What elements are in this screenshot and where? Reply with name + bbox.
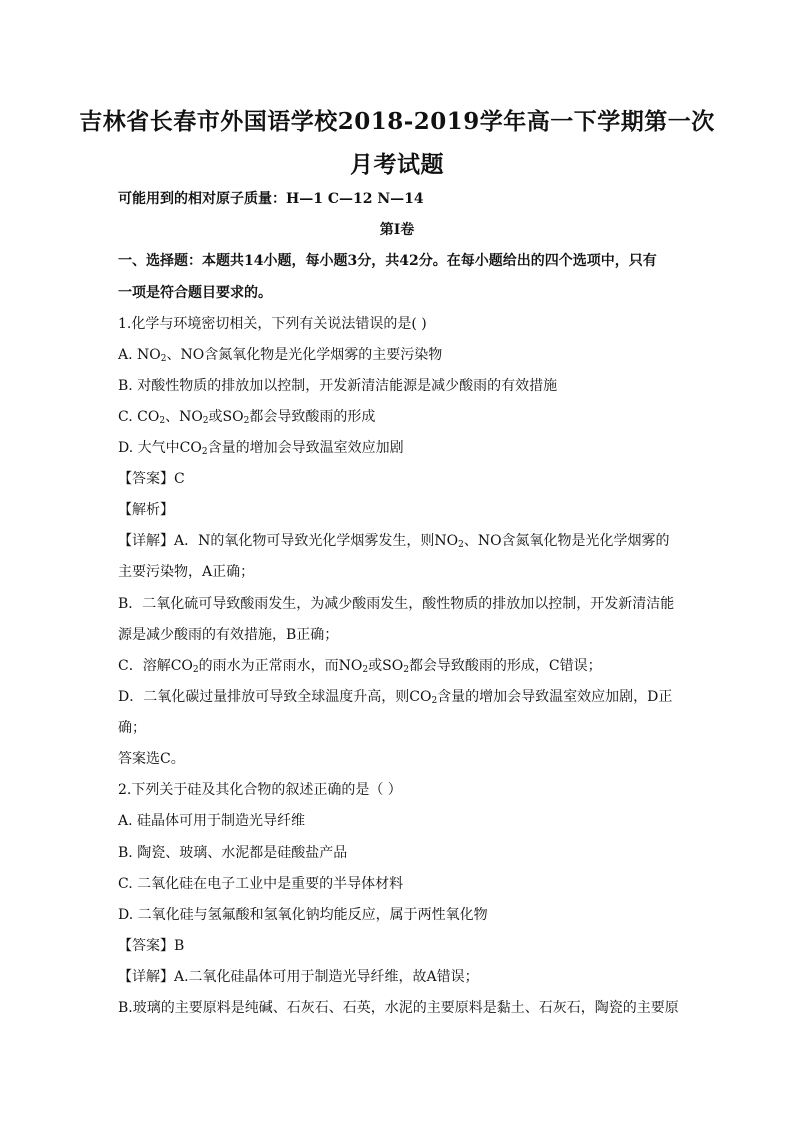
option-label: C. — [118, 409, 133, 425]
q1-analysis-label: 【解析】 — [118, 502, 174, 518]
section-title: 第Ⅰ卷 — [379, 222, 415, 238]
q1-option-d: D. 大气中$CO_2$含量的增加会导致温室效应加剧 — [118, 440, 404, 457]
q2-detail-1: 【详解】A.二氧化硅晶体可用于制造光导纤维，故A错误； — [118, 969, 479, 985]
option-label: A. — [118, 347, 133, 363]
formula: $SO_2$ — [382, 658, 409, 675]
q1-option-c: C. $CO_2$、$NO_2$或$SO_2$都会导致酸雨的形成 — [118, 409, 376, 426]
q1-detail-3: C．溶解$CO_2$的雨水为正常雨水，而$NO_2$或$SO_2$都会导致酸雨的形成，C错误； — [118, 658, 602, 675]
formula: $NO_2$ — [434, 533, 464, 550]
formula: $CO_2$ — [409, 689, 438, 706]
formula: $NO_2$ — [338, 658, 369, 675]
option-text: 、NO含氮氧化物是光化学烟雾的主要污染物 — [166, 347, 443, 363]
q1-conclusion: 答案选C。 — [118, 751, 185, 767]
q2-answer: 【答案】B — [118, 938, 185, 954]
q1-detail-1: 【详解】A．N的氧化物可导致光化学烟雾发生，则$NO_2$、NO含氮氧化物是光化学烟雾的 — [118, 533, 670, 550]
atomic-mass-line: 可能用到的相对原子质量：H—1 C—12 N—14 — [118, 191, 424, 207]
q1-answer: 【答案】C — [118, 471, 185, 487]
q1-detail-4-cont: 确； — [118, 720, 146, 736]
formula: $SO_2$ — [222, 409, 250, 426]
q2-option-c: C. 二氧化硅在电子工业中是重要的半导体材料 — [118, 876, 404, 892]
formula: $CO_2$ — [170, 658, 199, 675]
formula: $CO_2$ — [179, 440, 208, 457]
q2-stem: 2.下列关于硅及其化合物的叙述正确的是（ ） — [118, 782, 402, 798]
q1-detail-4: D．二氧化碳过量排放可导致全球温度升高，则$CO_2$含量的增加会导致温室效应加剧，D正 — [118, 689, 673, 706]
formula: $NO_2$ — [137, 347, 167, 364]
q1-detail-2-cont: 源是减少酸雨的有效措施，B正确； — [118, 627, 339, 643]
q2-detail-2: B.玻璃的主要原料是纯碱、石灰石、石英，水泥的主要原料是黏土、石灰石，陶瓷的主要原 — [118, 1000, 679, 1016]
q1-detail-2: B．二氧化硫可导致酸雨发生，为减少酸雨发生，酸性物质的排放加以控制，开发新清洁能 — [118, 596, 675, 612]
instructions-line-2: 一项是符合题目要求的。 — [118, 285, 272, 301]
q2-option-a: A. 硅晶体可用于制造光导纤维 — [118, 813, 306, 829]
q2-option-b: B. 陶瓷、玻璃、水泥都是硅酸盐产品 — [118, 845, 348, 861]
q1-option-a — [118, 344, 442, 364]
q2-option-d: D. 二氧化硅与氢氟酸和氢氧化钠均能反应，属于两性氧化物 — [118, 907, 488, 923]
title-line-2: 月考试题 — [350, 151, 444, 178]
option-text: 含量的增加会导致温室效应加剧 — [207, 440, 404, 456]
q1-detail-1-cont: 主要污染物，A正确； — [118, 564, 255, 580]
q1-option-b: B. 对酸性物质的排放加以控制，开发新清洁能源是减少酸雨的有效措施 — [118, 378, 558, 394]
title-line-1: 吉林省长春市外国语学校2018-2019学年高一下学期第一次 — [79, 108, 715, 135]
instructions-line-1: 一、选择题：本题共14小题，每小题3分，共42分。在每小题给出的四个选项中，只有 — [118, 253, 657, 269]
formula: $NO_2$ — [179, 409, 209, 426]
formula: $CO_2$ — [137, 409, 166, 426]
q1-stem: 1.化学与环境密切相关，下列有关说法错误的是( ) — [118, 316, 427, 332]
option-text: 都会导致酸雨的形成 — [249, 409, 376, 425]
